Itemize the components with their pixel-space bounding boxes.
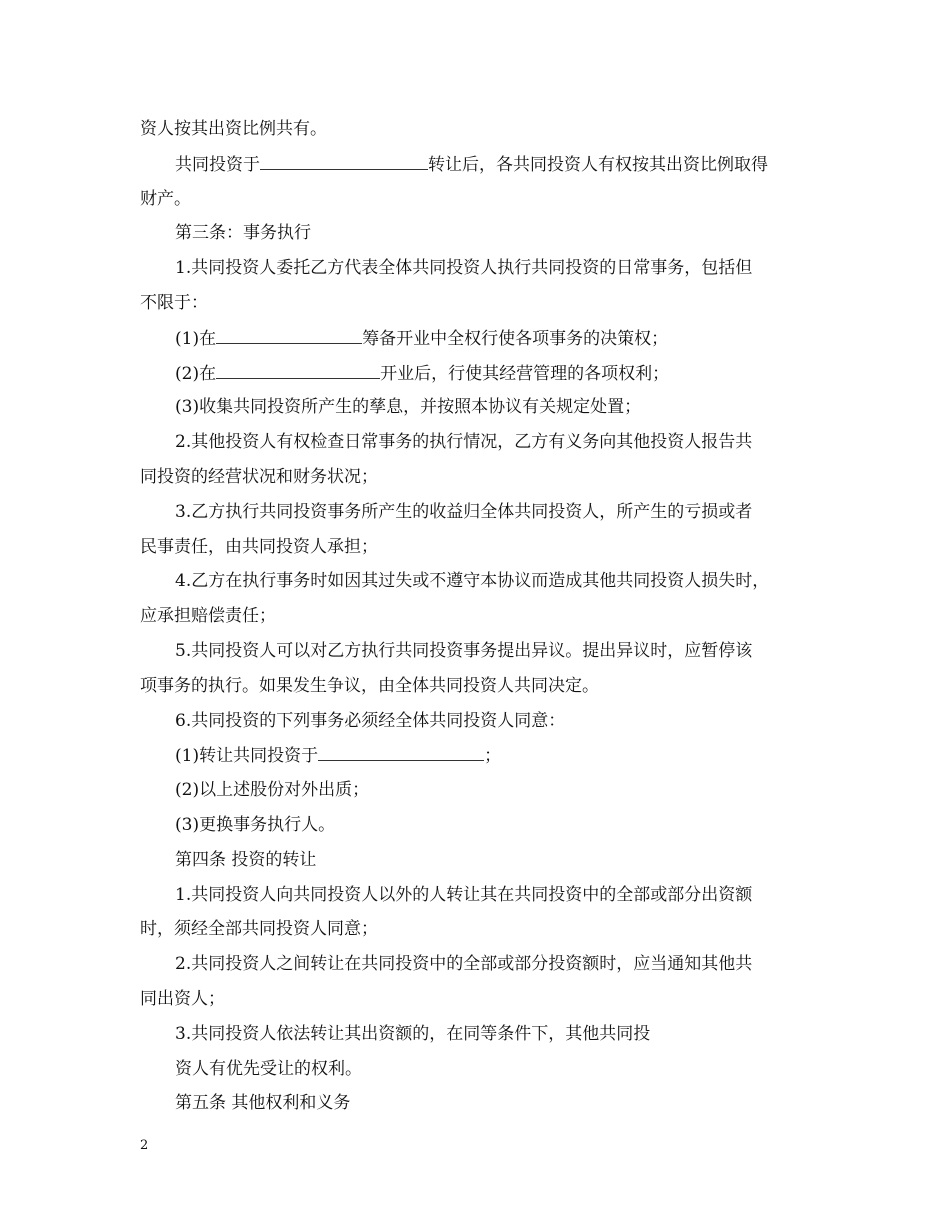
text-line-11: 同投资的经营状况和财务状况； [140, 466, 378, 487]
text-line-18: 6.共同投资的下列事务必须经全体共同投资人同意： [175, 710, 566, 731]
section-heading-4: 第四条 投资的转让 [175, 849, 317, 870]
text-line-20: (2)以上述股份对外出质； [175, 780, 370, 801]
text-line-27: 3.共同投资人依法转让其出资额的，在同等条件下，其他共同投 [175, 1023, 651, 1044]
page-number: 2 [140, 1138, 149, 1153]
document-body [140, 112, 830, 1121]
text-line-25: 2.共同投资人之间转让在共同投资中的全部或部分投资额时，应当通知其他共 [175, 954, 753, 975]
text-line-14: 4.乙方在执行事务时如因其过失或不遵守本协议而造成其他共同投资人损失时， [175, 571, 770, 592]
text-line-12: 3.乙方执行共同投资事务所产生的收益归全体共同投资人，所产生的亏损或者 [175, 501, 753, 522]
text-line-13: 民事责任，由共同投资人承担； [140, 536, 378, 557]
fill-in-blank [216, 321, 362, 344]
fill-in-blank [216, 356, 380, 379]
fill-in-blank [318, 738, 484, 761]
text-line-26: 同出资人； [140, 988, 225, 1009]
text-line-10: 2.其他投资人有权检查日常事务的执行情况，乙方有义务向其他投资人报告共 [175, 432, 753, 453]
text-line-16: 5.共同投资人可以对乙方执行共同投资事务提出异议。提出异议时，应暂停该 [175, 640, 753, 661]
text-line-6: 不限于： [140, 292, 208, 313]
text-line-21: (3)更换事务执行人。 [175, 814, 336, 835]
fill-in-blank [260, 147, 428, 170]
text-line-28: 资人有优先受让的权利。 [175, 1058, 362, 1079]
text-line-24: 时，须经全部共同投资人同意； [140, 919, 378, 940]
text-line-7: (1)在 筹备开业中全权行使各项事务的决策权； [140, 321, 830, 356]
text-line-5: 1.共同投资人委托乙方代表全体共同投资人执行共同投资的日常事务，包括但 [175, 258, 753, 279]
text-line-19: (1)转让共同投资于 ； [140, 738, 830, 773]
text-line-2: 共同投资于 转让后，各共同投资人有权按其出资比例取得 [140, 147, 830, 182]
text-line-23: 1.共同投资人向共同投资人以外的人转让其在共同投资中的全部或部分出资额 [175, 884, 753, 905]
text-line-3: 财产。 [140, 188, 191, 209]
text-line-17: 项事务的执行。如果发生争议，由全体共同投资人共同决定。 [140, 675, 599, 696]
section-heading-3: 第三条：事务执行 [175, 223, 311, 244]
text-line-9: (3)收集共同投资所产生的孳息，并按照本协议有关规定处置； [175, 397, 642, 418]
text-line-15: 应承担赔偿责任； [140, 606, 276, 627]
text-line-8: (2)在 开业后，行使其经营管理的各项权利； [140, 356, 830, 391]
text-line-1: 资人按其出资比例共有。 [140, 119, 327, 139]
section-heading-5: 第五条 其他权利和义务 [175, 1093, 351, 1114]
